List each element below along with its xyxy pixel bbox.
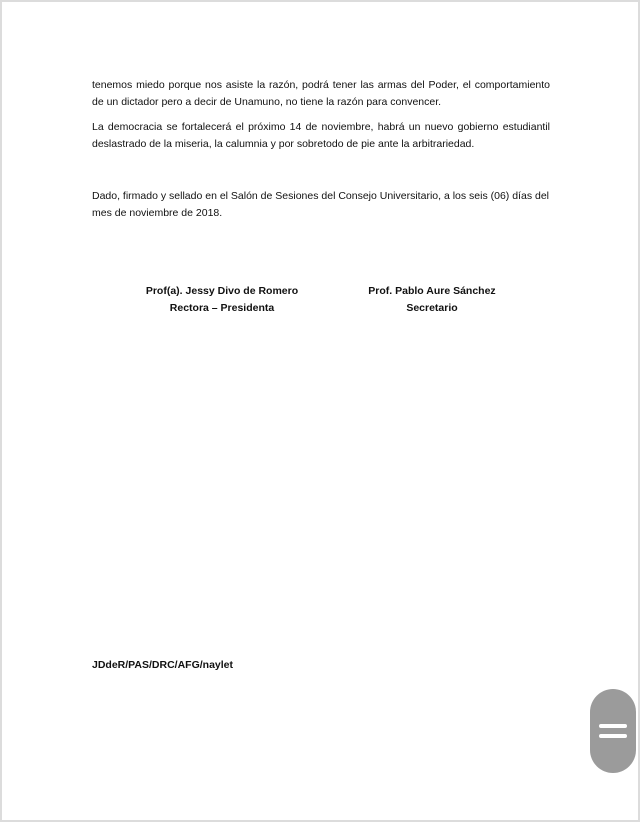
signatory-name: Prof. Pablo Aure Sánchez	[368, 285, 496, 297]
signature-block-secretary	[357, 283, 507, 317]
signatory-role: Secretario	[406, 302, 458, 314]
paragraph-1: tenemos miedo porque nos asiste la razón, podrá tener las armas del Poder, el comportamiento de un dictador pero a decir de Unamuno, no tiene la razón para convencer.	[92, 79, 550, 108]
signatory-name: Prof(a). Jessy Divo de Romero	[145, 285, 299, 297]
signature-block-rector	[142, 283, 302, 317]
paragraph-2: La democracia se fortalecerá el próximo 14 de noviembre, habrá un nuevo gobierno estudiantil deslastrado de la miseria, la calumnia y por sobretodo de pie ante la arbitrariedad.	[92, 121, 550, 150]
signatory-role: Rectora – Presidenta	[169, 302, 275, 314]
floating-menu-button[interactable]	[590, 689, 636, 773]
reference-initials: JDdeR/PAS/DRC/AFG/naylet	[92, 659, 233, 671]
paragraph-3: Dado, firmado y sellado en el Salón de Sesiones del Consejo Universitario, a los seis (06) días del mes de noviembre de 2018.	[92, 190, 549, 219]
menu-bar-top	[599, 724, 627, 728]
menu-bar-bottom	[599, 734, 627, 738]
